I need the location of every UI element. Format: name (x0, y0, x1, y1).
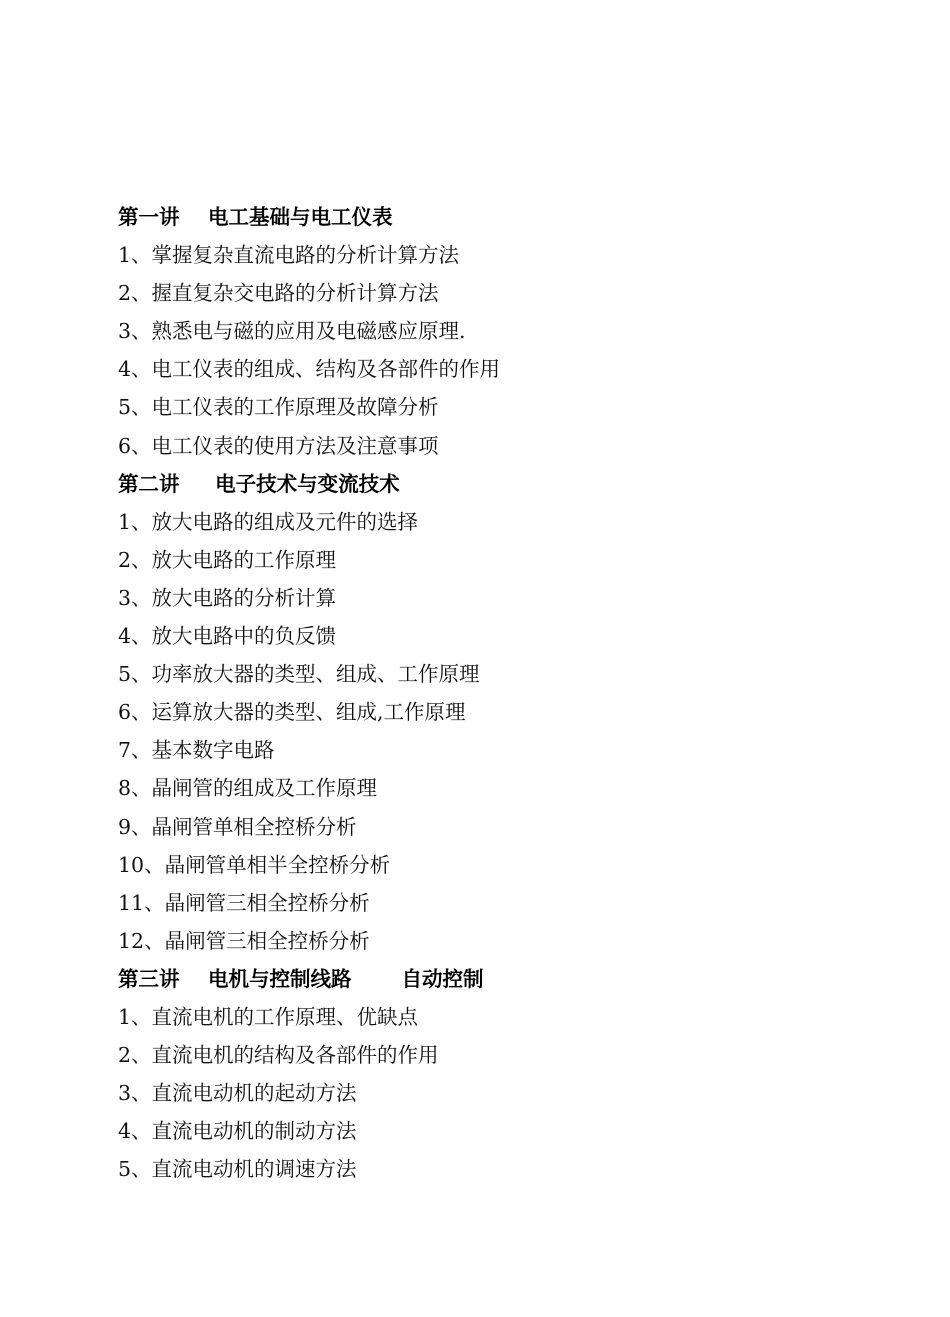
list-item: 8、晶闸管的组成及工作原理 (118, 776, 378, 801)
list-item: 2、握直复杂交电路的分析计算方法 (118, 281, 439, 306)
list-item: 1、放大电路的组成及元件的选择 (118, 509, 419, 534)
section-heading-3: 第三讲 电机与控制线路 自动控制 (118, 966, 484, 991)
section-heading-1: 第一讲 电工基础与电工仪表 (118, 205, 393, 229)
list-item: 11、晶闸管三相全控桥分析 (118, 890, 370, 915)
document-content (118, 198, 878, 1188)
list-item: 4、电工仪表的组成、结构及各部件的作用 (118, 357, 501, 382)
section-heading-2: 第二讲 电子技术与变流技术 (118, 471, 400, 496)
list-item: 4、直流电动机的制动方法 (118, 1119, 357, 1144)
list-item: 1、掌握复杂直流电路的分析计算方法 (118, 243, 460, 268)
list-item: 5、直流电动机的调速方法 (118, 1157, 357, 1182)
list-item: 5、功率放大器的类型、组成、工作原理 (118, 662, 480, 687)
list-item: 2、直流电机的结构及各部件的作用 (118, 1043, 439, 1068)
list-item: 9、晶闸管单相全控桥分析 (118, 814, 357, 839)
list-item: 2、放大电路的工作原理 (118, 547, 337, 572)
list-item: 7、基本数字电路 (118, 738, 275, 763)
list-item: 4、放大电路中的负反馈 (118, 624, 337, 649)
list-item: 1、直流电机的工作原理、优缺点 (118, 1004, 419, 1029)
list-item: 10、晶闸管单相半全控桥分析 (118, 852, 391, 877)
list-item: 3、熟悉电与磁的应用及电磁感应原理. (118, 319, 466, 344)
list-item: 12、晶闸管三相全控桥分析 (118, 928, 370, 953)
list-item: 3、放大电路的分析计算 (118, 585, 337, 610)
list-item: 6、电工仪表的使用方法及注意事项 (118, 433, 439, 458)
list-item: 3、直流电动机的起动方法 (118, 1081, 357, 1106)
list-item: 5、电工仪表的工作原理及故障分析 (118, 395, 439, 420)
list-item: 6、运算放大器的类型、组成,工作原理 (118, 700, 466, 725)
